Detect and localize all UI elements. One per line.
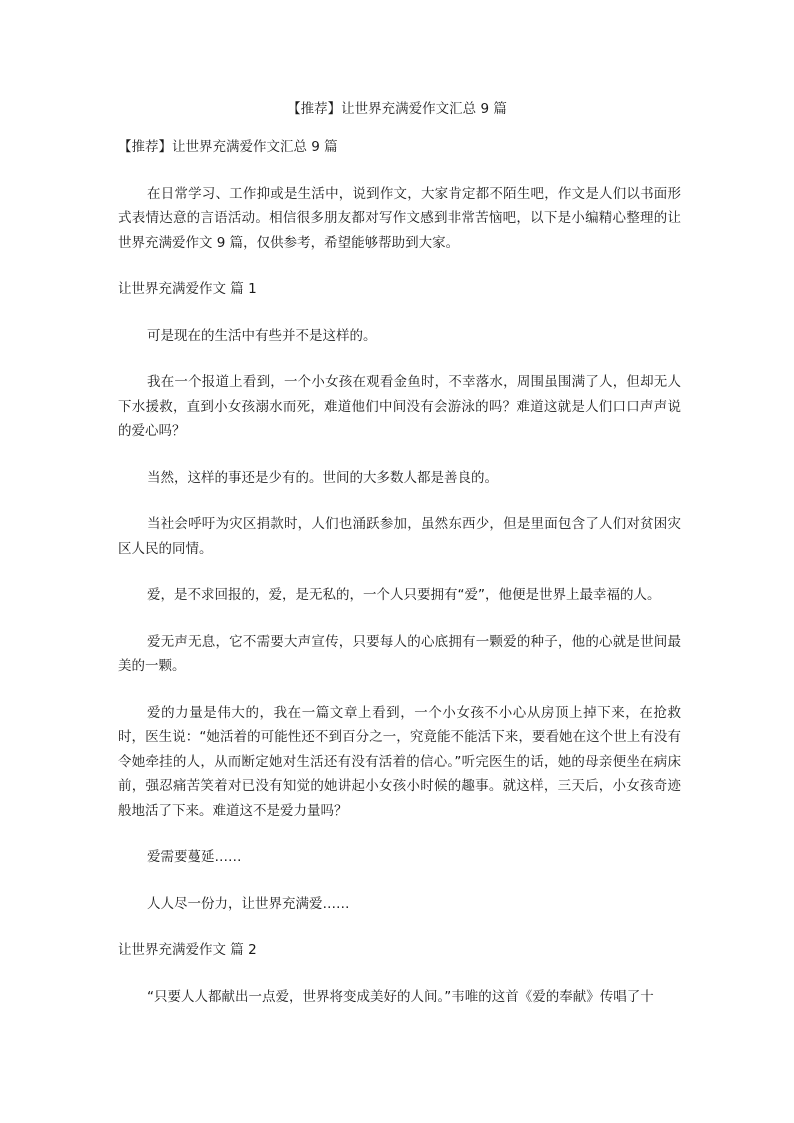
- section-1-paragraph: 我在一个报道上看到，一个小女孩在观看金鱼时，不幸落水，周围虽围满了人，但却无人下水援救，直到小女孩溺水而死，难道他们中间没有会游泳的吗？难道这就是人们口口声声说的爱心吗？: [118, 374, 681, 439]
- section-2-paragraph: “只要人人都献出一点爱，世界将变成美好的人间。”韦唯的这首《爱的奉献》传唱了十: [147, 988, 654, 1005]
- intro-paragraph: 在日常学习、工作抑或是生活中，说到作文，大家肯定都不陌生吧，作文是人们以书面形式表情达意的言语活动。相信很多朋友都对写作文感到非常苦恼吧，以下是小编精心整理的让世界充满爱作文 9 篇，仅供参考，希望能够帮助到大家。: [118, 185, 681, 251]
- section-1-paragraph: 爱需要蔓延……: [147, 849, 242, 865]
- section-1-paragraph: 当社会呼吁为灾区捐款时，人们也涌跃参加，虽然东西少，但是里面包含了人们对贫困灾区人民的同情。: [118, 516, 681, 557]
- document-heading: 【推荐】让世界充满爱作文汇总 9 篇: [118, 139, 338, 155]
- document-body: [118, 135, 681, 1031]
- document-title: 【推荐】让世界充满爱作文汇总 9 篇: [287, 101, 507, 117]
- section-1-paragraph: 人人尽一份力，让世界充满爱……: [147, 895, 350, 912]
- section-1-paragraph: 当然，这样的事还是少有的。世间的大多数人都是善良的。: [147, 469, 498, 486]
- section-1-title: 让世界充满爱作文 篇 1: [118, 281, 257, 297]
- section-1-paragraph: 可是现在的生活中有些并不是这样的。: [147, 327, 377, 344]
- section-1-paragraph: 爱无声无息，它不需要大声宣传，只要每人的心底拥有一颗爱的种子，他的心就是世间最美的一颗。: [118, 633, 681, 674]
- section-1-paragraph: 爱，是不求回报的，爱，是无私的，一个人只要拥有“爱”，他便是世界上最幸福的人。: [147, 587, 661, 603]
- section-1-paragraph: 爱的力量是伟大的，我在一篇文章上看到，一个小女孩不小心从房顶上掉下来，在抢救时，医生说：“她活着的可能性还不到百分之一，究竟能不能活下来，要看她在这个世上有没有令她牵挂的人，从而断定她对生活还有没有活着的信心。”听完医生的话，她的母亲便坐在病床前，强忍痛苦笑着对已没有知觉的她讲起小女孩小时候的趣事。就这样，三天后，小女孩奇迹般地活了下来。难道这不是爱力量吗？: [118, 704, 681, 819]
- section-2-title: 让世界充满爱作文 篇 2: [118, 942, 257, 958]
